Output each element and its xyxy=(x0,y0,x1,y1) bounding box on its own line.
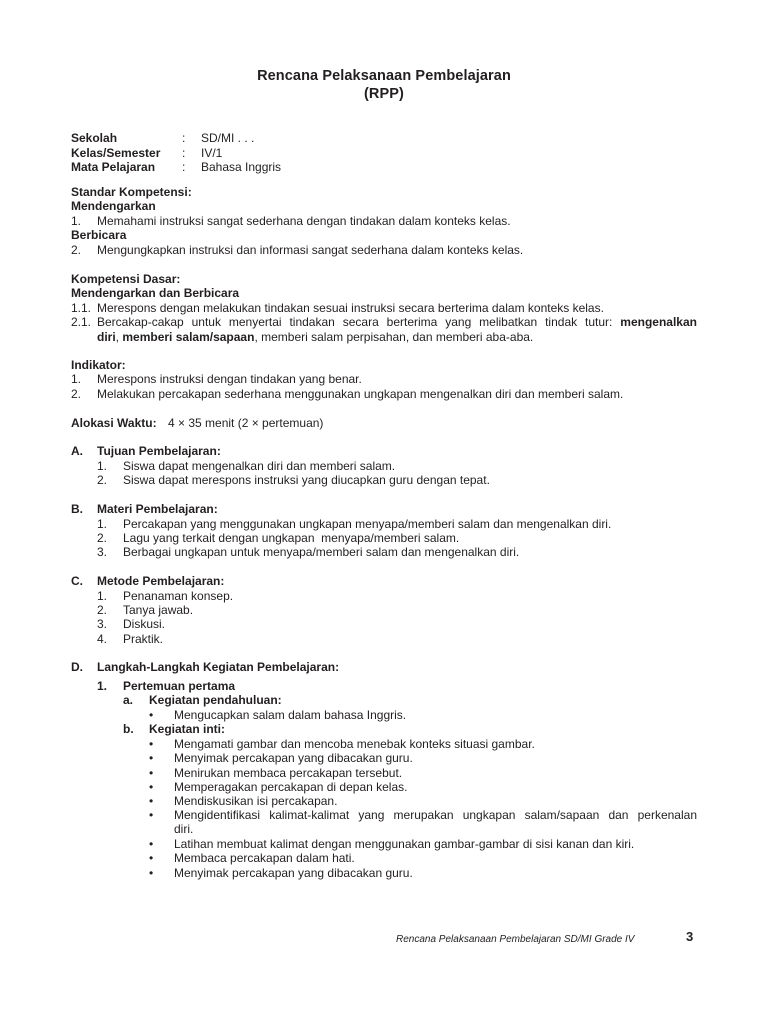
list-item: Siswa dapat merespons instruksi yang diucapkan guru dengan tepat. xyxy=(123,473,490,487)
sub-letter: b. xyxy=(123,722,134,736)
list-item: Memahami instruksi sangat sederhana dengan tindakan dalam konteks kelas. xyxy=(97,214,511,228)
indikator-heading: Indikator: xyxy=(71,358,126,372)
standar-heading: Standar Kompetensi: xyxy=(71,185,192,199)
list-item: Merespons dengan melakukan tindakan sesuai instruksi secara berterima dalam konteks kelas. xyxy=(97,301,604,315)
kompetensi-sub: Mendengarkan dan Berbicara xyxy=(71,286,240,300)
list-item: Mengamati gambar dan mencoba menebak konteks situasi gambar. xyxy=(174,737,535,751)
list-number: 4. xyxy=(97,632,108,646)
list-item: Menyimak percakapan yang dibacakan guru. xyxy=(174,751,413,765)
metode-heading: Metode Pembelajaran: xyxy=(97,574,225,588)
bullet-icon: • xyxy=(149,837,154,851)
sub-letter: a. xyxy=(123,693,134,707)
list-item: Menirukan membaca percakapan tersebut. xyxy=(174,766,403,780)
section-letter: C. xyxy=(71,574,83,588)
list-item-continuation: diri. xyxy=(174,822,194,836)
list-number: 2. xyxy=(71,243,82,257)
list-item: Penanaman konsep. xyxy=(123,589,234,603)
list-item: Mengidentifikasi kalimat-kalimat yang merupakan ungkapan salam/sapaan dan perkenalan xyxy=(174,808,697,822)
list-number: 1.1. xyxy=(71,301,92,315)
section-letter: B. xyxy=(71,502,83,516)
colon: : xyxy=(182,131,186,145)
list-item: Tanya jawab. xyxy=(123,603,194,617)
list-item: Berbagai ungkapan untuk menyapa/memberi salam dan mengenalkan diri. xyxy=(123,545,520,559)
list-number: 3. xyxy=(97,545,108,559)
list-number: 2. xyxy=(97,531,108,545)
list-number: 1. xyxy=(71,214,82,228)
list-item-continuation: diri, memberi salam/sapaan, memberi salam perpisahan, dan memberi aba-aba. xyxy=(97,330,534,344)
list-number: 1. xyxy=(97,459,108,473)
list-item: Latihan membuat kalimat dengan menggunakan gambar-gambar di sisi kanan dan kiri. xyxy=(174,837,635,851)
list-number: 1. xyxy=(97,517,108,531)
list-number: 2.1. xyxy=(71,315,92,329)
bullet-icon: • xyxy=(149,780,154,794)
kelas-value: IV/1 xyxy=(201,146,223,160)
bullet-icon: • xyxy=(149,751,154,765)
list-number: 2. xyxy=(97,603,108,617)
inti-title: Kegiatan inti: xyxy=(149,722,226,736)
list-item: Menyimak percakapan yang dibacakan guru. xyxy=(174,866,413,880)
bullet-icon: • xyxy=(149,766,154,780)
mapel-value: Bahasa Inggris xyxy=(201,160,282,174)
bullet-icon: • xyxy=(149,851,154,865)
tujuan-heading: Tujuan Pembelajaran: xyxy=(97,444,221,458)
document-subtitle: (RPP) xyxy=(364,86,404,102)
list-number: 1. xyxy=(71,372,82,386)
pendahuluan-title: Kegiatan pendahuluan: xyxy=(149,693,282,707)
standar-sub-mendengarkan: Mendengarkan xyxy=(71,199,156,213)
alokasi-label: Alokasi Waktu: xyxy=(71,416,157,430)
section-letter: D. xyxy=(71,660,83,674)
colon: : xyxy=(182,146,186,160)
kompetensi-heading: Kompetensi Dasar: xyxy=(71,272,181,286)
list-item: Memperagakan percakapan di depan kelas. xyxy=(174,780,408,794)
list-item: Percakapan yang menggunakan ungkapan menyapa/memberi salam dan mengenalkan diri. xyxy=(123,517,612,531)
list-number: 1. xyxy=(97,589,108,603)
list-item: Membaca percakapan dalam hati. xyxy=(174,851,355,865)
bullet-icon: • xyxy=(149,866,154,880)
list-item: Diskusi. xyxy=(123,617,166,631)
list-number: 2. xyxy=(71,387,82,401)
list-item: Mendiskusikan isi percakapan. xyxy=(174,794,338,808)
list-item: Bercakap-cakap untuk menyertai tindakan secara berterima yang melibatkan tindak tutur: mengenalkan xyxy=(97,315,697,329)
list-item: Merespons instruksi dengan tindakan yang benar. xyxy=(97,372,362,386)
section-letter: A. xyxy=(71,444,83,458)
sekolah-value: SD/MI . . . xyxy=(201,131,255,145)
bullet-icon: • xyxy=(149,808,154,822)
langkah-heading: Langkah-Langkah Kegiatan Pembelajaran: xyxy=(97,660,340,674)
pertemuan-title: Pertemuan pertama xyxy=(123,679,236,693)
bullet-icon: • xyxy=(149,737,154,751)
bullet-icon: • xyxy=(149,794,154,808)
list-number: 2. xyxy=(97,473,108,487)
list-item: Siswa dapat mengenalkan diri dan memberi salam. xyxy=(123,459,396,473)
standar-sub-berbicara: Berbicara xyxy=(71,228,127,242)
bullet-icon: • xyxy=(149,708,154,722)
list-number: 1. xyxy=(97,679,108,693)
sekolah-label: Sekolah xyxy=(71,131,118,145)
list-number: 3. xyxy=(97,617,108,631)
alokasi-value: 4 × 35 menit (2 × pertemuan) xyxy=(168,416,324,430)
materi-heading: Materi Pembelajaran: xyxy=(97,502,218,516)
list-item: Melakukan percakapan sederhana menggunakan ungkapan mengenalkan diri dan memberi salam. xyxy=(97,387,624,401)
kelas-label: Kelas/Semester xyxy=(71,146,161,160)
page-number: 3 xyxy=(686,929,694,944)
footer-text: Rencana Pelaksanaan Pembelajaran SD/MI Grade IV xyxy=(396,934,635,945)
list-item: Lagu yang terkait dengan ungkapan menyapa/memberi salam. xyxy=(123,531,460,545)
list-item: Praktik. xyxy=(123,632,164,646)
document-title: Rencana Pelaksanaan Pembelajaran xyxy=(257,68,511,84)
list-item: Mengungkapkan instruksi dan informasi sangat sederhana dalam konteks kelas. xyxy=(97,243,524,257)
mapel-label: Mata Pelajaran xyxy=(71,160,156,174)
colon: : xyxy=(182,160,186,174)
list-item: Mengucapkan salam dalam bahasa Inggris. xyxy=(174,708,407,722)
